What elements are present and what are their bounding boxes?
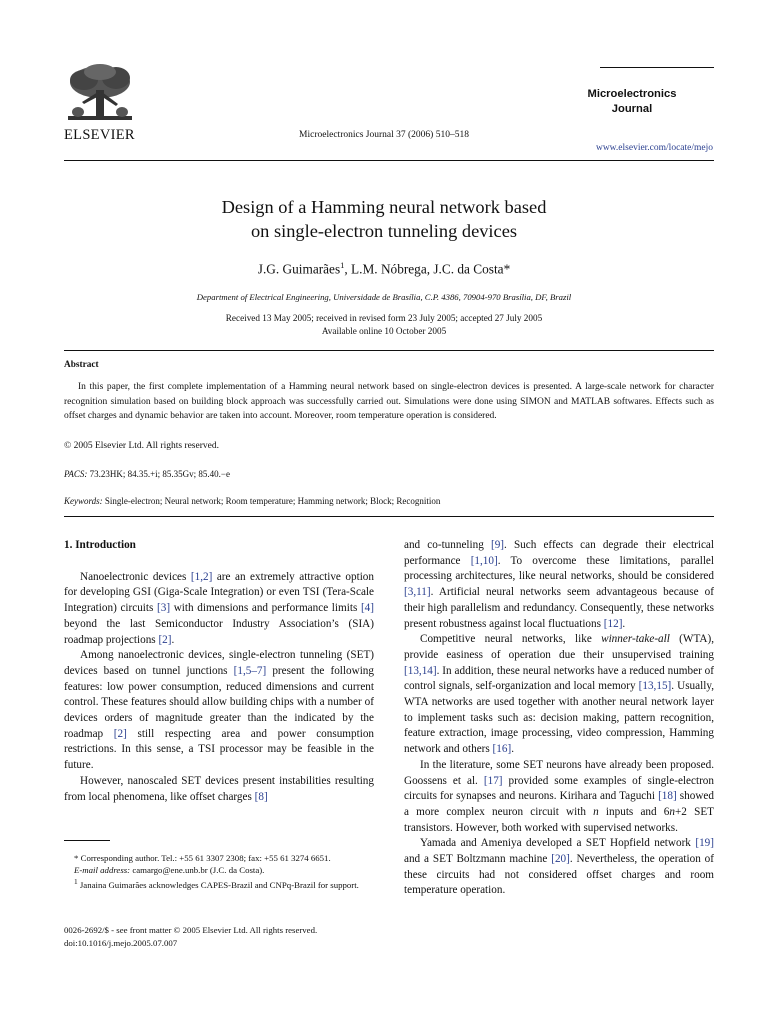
title-line2: on single-electron tunneling devices bbox=[250, 221, 518, 241]
footnotes bbox=[64, 852, 376, 892]
paragraph: Nanoelectronic devices [1,2] are an extremely attractive option for developing GSI (Giga-Scale Integration) or even TSI (Tera-Scale Integration) circuits [3] with dimensions and performance limits [4] beyond the last Semiconductor Industry Association’s (SIA) roadmap projections [2]. bbox=[64, 570, 374, 646]
footnote-1-mark: 1 bbox=[74, 877, 78, 887]
abstract-text bbox=[64, 380, 714, 424]
doi-line[interactable]: doi:10.1016/j.mejo.2005.07.007 bbox=[64, 938, 178, 948]
section-heading-introduction: 1. Introduction bbox=[64, 539, 136, 551]
journal-name bbox=[562, 87, 702, 117]
journal-url-link[interactable]: www.elsevier.com/locate/mejo bbox=[595, 143, 713, 153]
citation-link[interactable]: [4] bbox=[360, 602, 374, 615]
pacs-label: PACS: bbox=[64, 469, 88, 479]
citation-link[interactable]: [8] bbox=[254, 790, 268, 803]
abstract-copyright: © 2005 Elsevier Ltd. All rights reserved. bbox=[64, 441, 219, 451]
citation-link[interactable]: [18] bbox=[658, 790, 677, 803]
footnote-email bbox=[64, 864, 376, 876]
citation-link[interactable]: [1,5–7] bbox=[233, 664, 267, 677]
affiliation: Department of Electrical Engineering, Universidade de Brasília, C.P. 4386, 70904-970 Brasília, DF, Brazil bbox=[196, 292, 572, 302]
author-1-footnote-mark: 1 bbox=[340, 260, 345, 270]
author-1: J.G. Guimarães bbox=[257, 261, 341, 277]
header-divider bbox=[64, 160, 714, 161]
received-dates: Received 13 May 2005; received in revised form 23 July 2005; accepted 27 July 2005 bbox=[225, 313, 543, 323]
available-online: Available online 10 October 2005 bbox=[321, 326, 447, 336]
footnote-corresponding: * Corresponding author. Tel.: +55 61 3307 2308; fax: +55 61 3274 6651. bbox=[74, 853, 331, 863]
abstract-paragraph: In this paper, the first complete implementation of a Hamming neural network based on single-electron devices is presented. A large-scale network for character recognition simulation based on building block approach was successfully carried out. Simulations were done using SIMON and MATLAB softwares. Effects such as offset charges and dynamic behavior are taken into account. Moreover, room temperature operation is considered. bbox=[64, 382, 714, 421]
citation-link[interactable]: [20] bbox=[551, 853, 570, 866]
elsevier-tree-logo bbox=[62, 62, 138, 124]
abstract-bottom-rule bbox=[64, 516, 714, 517]
citation-link[interactable]: [13,15] bbox=[638, 680, 672, 693]
email-label: E-mail address: bbox=[74, 865, 131, 876]
citation-link[interactable]: [16] bbox=[492, 743, 512, 756]
citation-link[interactable]: [13,14] bbox=[404, 664, 437, 677]
publisher-name: ELSEVIER bbox=[64, 127, 135, 143]
front-matter-info bbox=[64, 924, 376, 950]
citation-link[interactable]: [1,2] bbox=[190, 570, 213, 583]
citation-link[interactable]: [12] bbox=[603, 617, 623, 630]
left-column bbox=[64, 538, 374, 805]
citation-link[interactable]: [2] bbox=[113, 727, 127, 740]
footnote-1: $^1$ Janaina Guimarães acknowledges CAPES-Brazil and CNPq-Brazil for support. bbox=[74, 877, 359, 891]
paragraph: Competitive neural networks, like winner-take-all (WTA), provide easiness of operation due their unsupervised training [13,14]. In addition, these neural networks have a reduced number of control signals, self-organization and local memory [13,15]. Usually, WTA networks are used together with another neural network layer to implement tasks such as: decision making, pattern recognition, feature extraction, image processing, video compression, Hamming network and others [16]. bbox=[404, 633, 714, 756]
paragraph: and co-tunneling [9]. Such effects can degrade their electrical performance [1,10]. To overcome these limitations, parallel processing architectures, like neural networks, should be considered [3,11]. Artificial neural networks seem advantageous because of their high parallelism and redundancy. Consequently, these networks present robustness against local fluctuations [12]. bbox=[404, 539, 715, 630]
math-variable: n bbox=[669, 805, 675, 818]
citation-link[interactable]: [17] bbox=[483, 774, 503, 787]
citation-link[interactable]: [2] bbox=[158, 633, 172, 646]
paragraph: Yamada and Ameniya developed a SET Hopfield network [19] and a SET Boltzmann machine [20]. Nevertheless, the operation of these circuits had not considered offset charges and room temperature operation. bbox=[404, 837, 715, 897]
journal-name-line1: Microelectronics bbox=[587, 88, 677, 100]
pacs-codes bbox=[64, 469, 230, 479]
abstract-heading: Abstract bbox=[64, 360, 99, 370]
citation-link[interactable]: [19] bbox=[695, 837, 714, 850]
footnote-rule bbox=[64, 840, 110, 841]
citation-link[interactable]: [3] bbox=[157, 602, 171, 615]
paragraph: Among nanoelectronic devices, single-electron tunneling (SET) devices based on tunnel junctions [1,5–7] present the following features: low power consumption, reduced dimensions and current control. These features should allow building chips with a number of devices orders of magnitude greater than the indicated by the roadmap [2] still respecting area and power consumption restrictions. In this sense, a TSI processor may be feasible in the future. bbox=[64, 649, 375, 772]
abstract-top-rule bbox=[64, 350, 714, 351]
issn-line: 0026-2692/$ - see front matter © 2005 Elsevier Ltd. All rights reserved. bbox=[64, 925, 318, 935]
authors-rest: , L.M. Nóbrega, J.C. da Costa* bbox=[344, 261, 511, 277]
paragraph: In the literature, some SET neurons have already been proposed. Goossens et al. [17] provided some examples of single-electron circuits for synapses and neurons. Kirihara and Taguchi [18] showed a more complex neuron circuit with n inputs and 6n+2 SET transistors. However, both worked with supervised networks. bbox=[404, 758, 714, 834]
citation-link[interactable]: [3,11] bbox=[404, 586, 431, 599]
italic-term: winner-take-all bbox=[601, 633, 670, 646]
author-list bbox=[0, 260, 768, 277]
article-title bbox=[0, 195, 768, 243]
journal-citation: Microelectronics Journal 37 (2006) 510–518 bbox=[299, 130, 469, 140]
citation-link[interactable]: [1,10] bbox=[470, 554, 498, 567]
math-variable: n bbox=[593, 805, 599, 818]
title-line1: Design of a Hamming neural network based bbox=[221, 197, 547, 217]
paragraph: However, nanoscaled SET devices present instabilities resulting from local phenomena, like offset charges [8] bbox=[64, 774, 374, 803]
keywords-label: Keywords: bbox=[64, 496, 103, 506]
journal-name-rule bbox=[600, 67, 714, 68]
right-column bbox=[404, 538, 714, 899]
journal-name-line2: Journal bbox=[611, 103, 653, 115]
citation-link[interactable]: [9] bbox=[490, 539, 505, 551]
pacs-values: 73.23HK; 84.35.+i; 85.35Gv; 85.40.−e bbox=[87, 469, 230, 479]
article-history bbox=[0, 312, 768, 338]
email-address[interactable]: camargo@ene.unb.br (J.C. da Costa). bbox=[130, 865, 265, 876]
keywords bbox=[64, 496, 440, 506]
keywords-values: Single-electron; Neural network; Room temperature; Hamming network; Block; Recognition bbox=[102, 496, 441, 506]
